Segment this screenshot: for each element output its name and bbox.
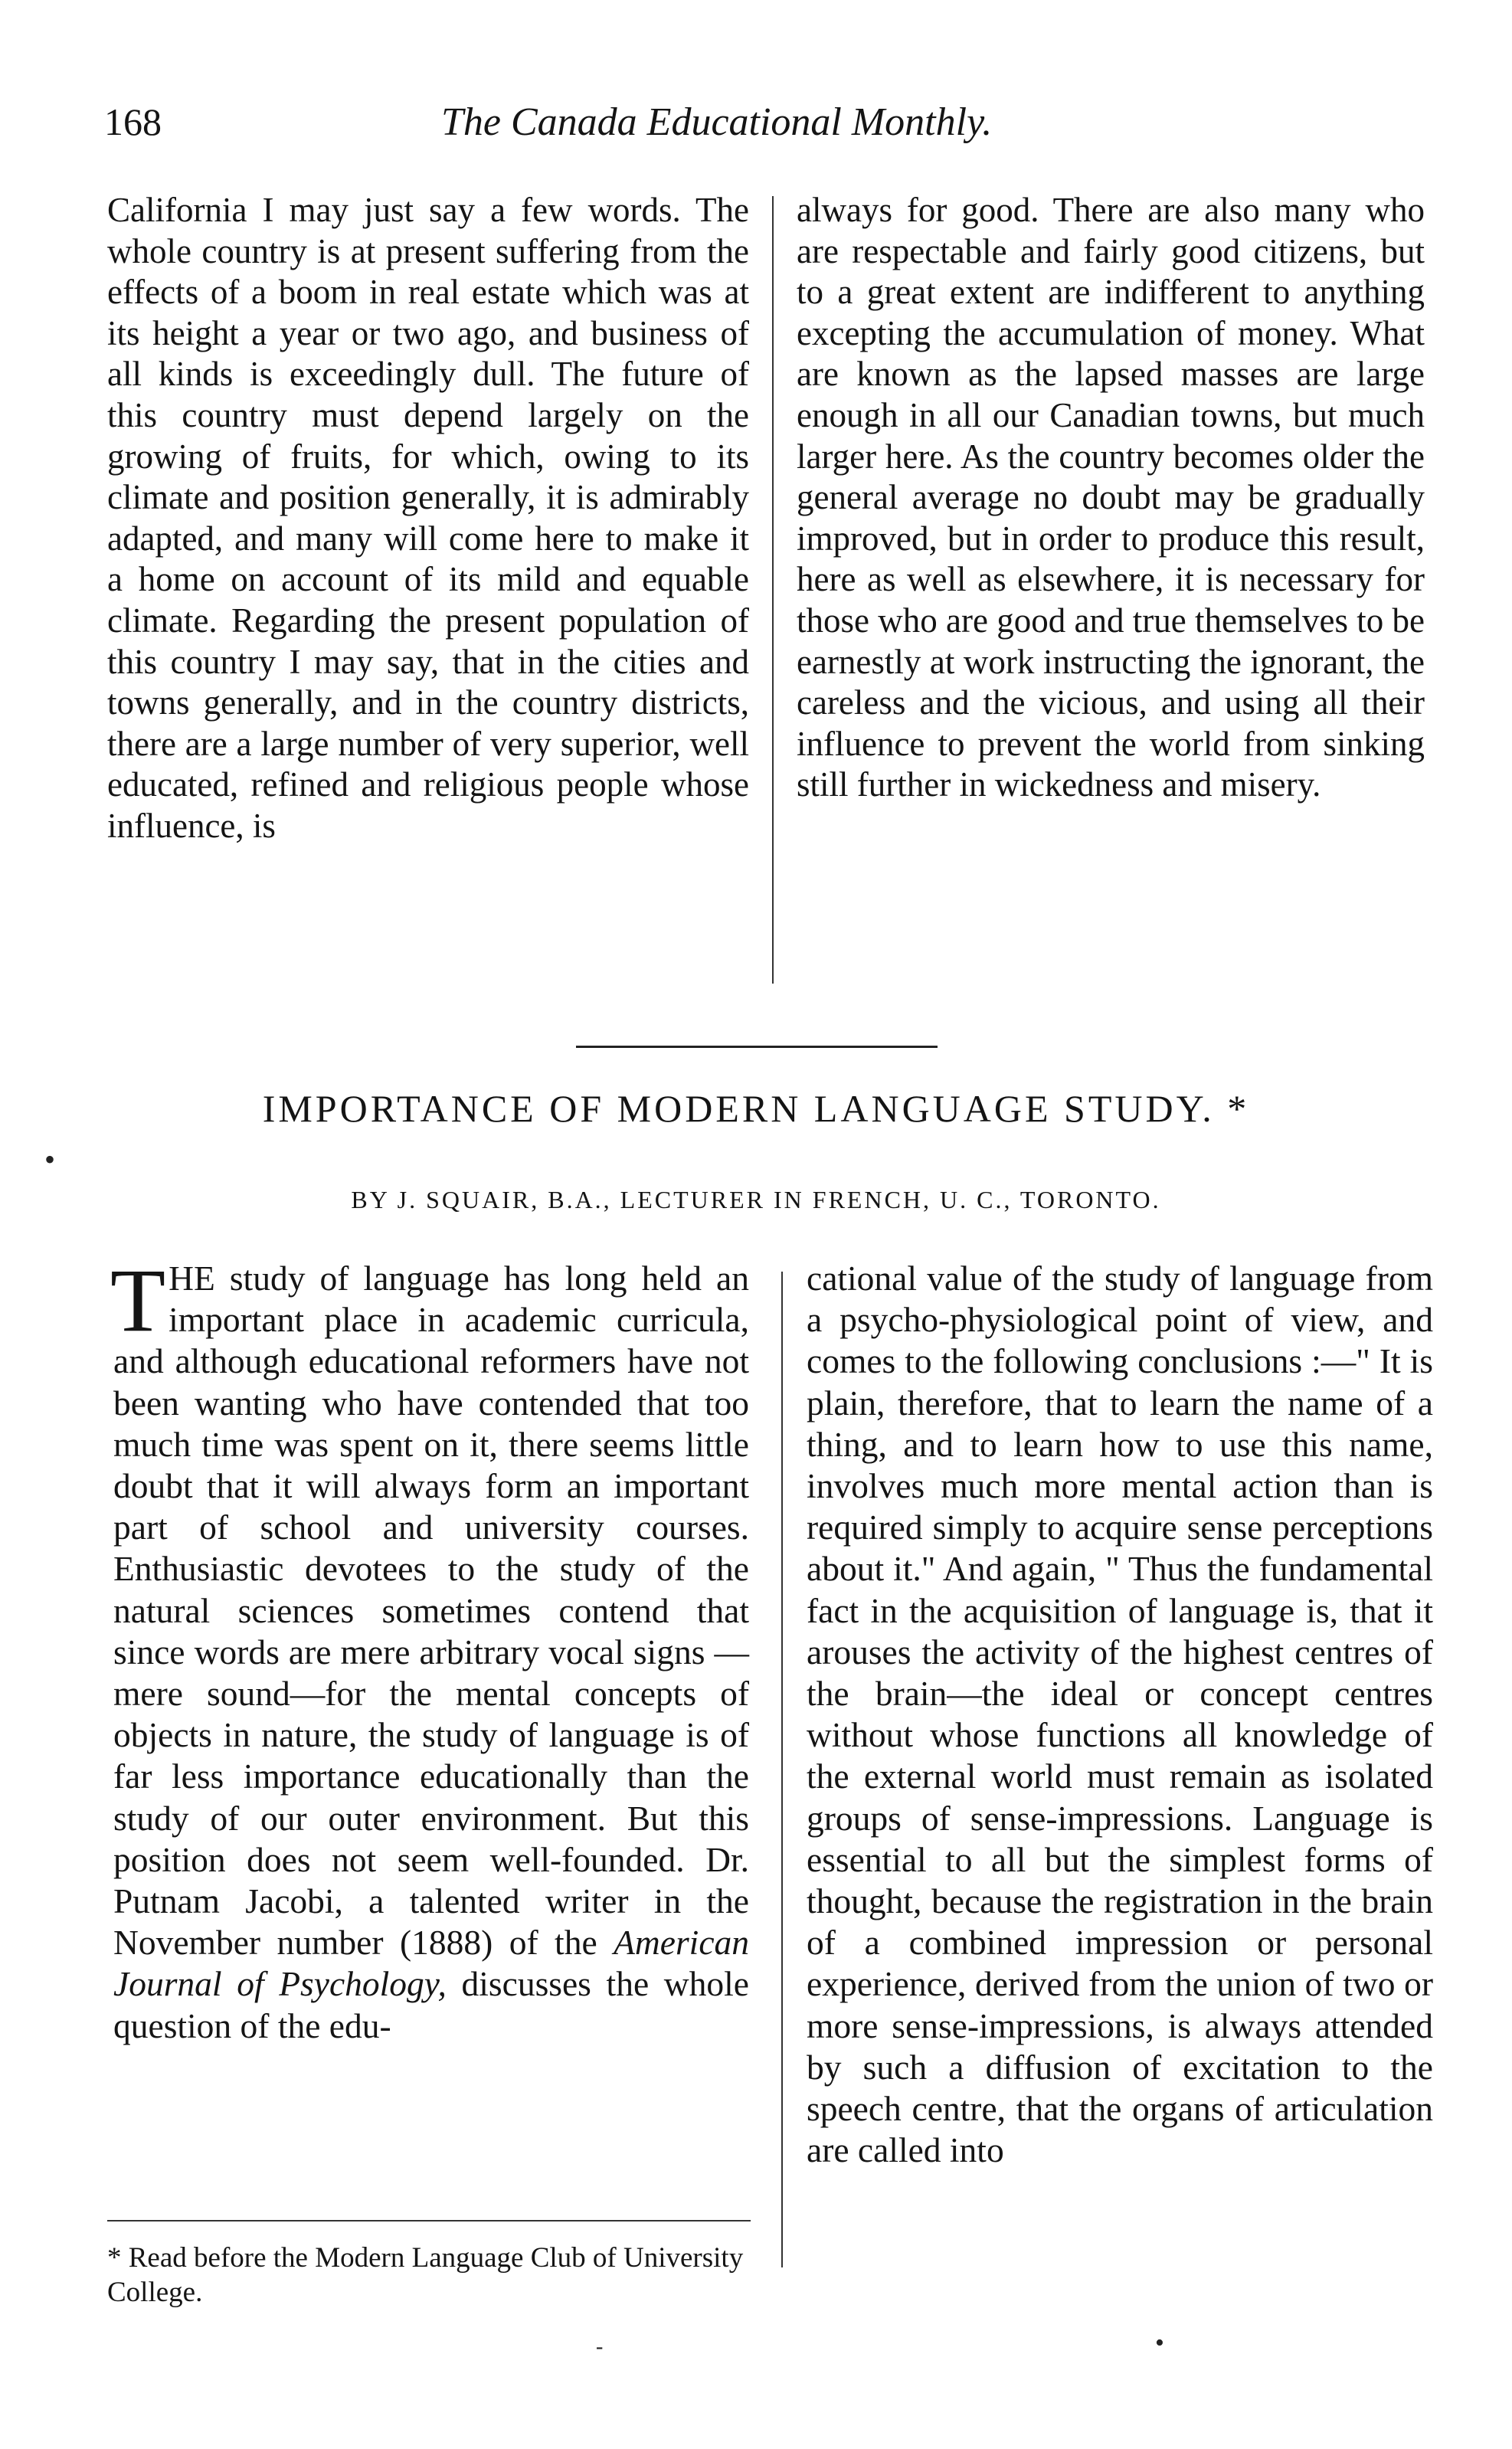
article-byline: BY J. SQUAIR, B.A., LECTURER IN FRENCH, U. C., TORONTO. (351, 1186, 1161, 1213)
top-left-column (107, 190, 749, 847)
footnote-rule (107, 2220, 751, 2221)
print-speck: - (596, 2335, 604, 2359)
footnote: * Read before the Modern Language Club of University College. (107, 2242, 744, 2308)
article-left-text-end: discusses the whole question of the edu- (113, 1964, 749, 2045)
top-right-column (797, 190, 1425, 806)
article-right-column (807, 1258, 1433, 2171)
column-divider (772, 196, 774, 984)
drop-cap: T (110, 1250, 166, 1351)
section-separator (576, 1046, 938, 1048)
column-divider (781, 1272, 783, 2267)
top-right-paragraph: always for good. There are also many who are respectable and fairly good citizens, but to a great extent are indifferent to anything excepting the accumulation of money. What are known as the lapsed masses are large enough in all our Canadian towns, but much larger here. As the country becomes older the general average no doubt may be gradually improved, but in order to produce this result, here as well as elsewhere, it is necessary for those who are good and true themselves to be earnestly at work instructing the ignorant, the careless and the vicious, and using all their influence to prevent the world from sinking still further in wickedness and misery. (797, 191, 1425, 804)
print-speck: • (44, 1142, 56, 1177)
top-left-paragraph: California I may just say a few words. The whole country is at present suffering from the effects of a boom in real estate which was at its height a year or two ago, and business of all kinds is exceedingly dull. The future of this country must depend largely on the growing of fruits, for which, owing to its climate and position generally, it is admirably adapted, and many will come here to make it a home on account of its mild and equable climate. Regarding the present population of this country I may say, that in the cities and towns generally, and in the country districts, there are a large number of very superior, well educated, refined and religious people whose influence, is (107, 191, 749, 845)
article-left-column (110, 1250, 750, 2047)
print-speck: • (1155, 2329, 1164, 2357)
article-left-text: HE study of language has long held an important place in academic curricula, and although educational reformers have not been wanting who have contended that too much time was spent on it, there seems little doubt that it will always form an important part of school and university courses. Enthusiastic devotees to the study of the natural sciences sometimes contend that since words are mere arbitrary vocal signs —mere sound—for the mental concepts of objects in nature, the study of language is of far less importance educationally than the study of our outer environment. But this position does not seem well-founded. Dr. Putnam Jacobi, a talented writer in the November number (1888) of the (113, 1259, 749, 1963)
article-left-paragraph (110, 1250, 750, 2047)
article-right-paragraph: cational value of the study of language from a psycho-physiological point of view, and comes to the following conclusions :—" It is plain, therefore, that to learn the name of a thing, and to learn how to use this name, involves much more mental action than is required simply to acquire sense perceptions about it." And again, " Thus the fundamental fact in the acquisition of language is, that it arouses the activity of the highest centres of the brain—the ideal or concept centres without whose functions all knowledge of the external world must remain as isolated groups of sense-impressions. Language is essential to all but the simplest forms of thought, because the registration in the brain of a combined impression or personal experience, derived from the union of two or more sense-impressions, is always attended by such a diffusion of excitation to the speech centre, that the organs of articulation are called into (807, 1259, 1433, 2170)
running-title: The Canada Educational Monthly. (441, 100, 993, 144)
journal-name: American Journal of Psychology, (113, 1923, 750, 2004)
page-header (104, 100, 1115, 161)
article-title: IMPORTANCE OF MODERN LANGUAGE STUDY. * (262, 1087, 1250, 1130)
page-number: 168 (104, 100, 162, 143)
